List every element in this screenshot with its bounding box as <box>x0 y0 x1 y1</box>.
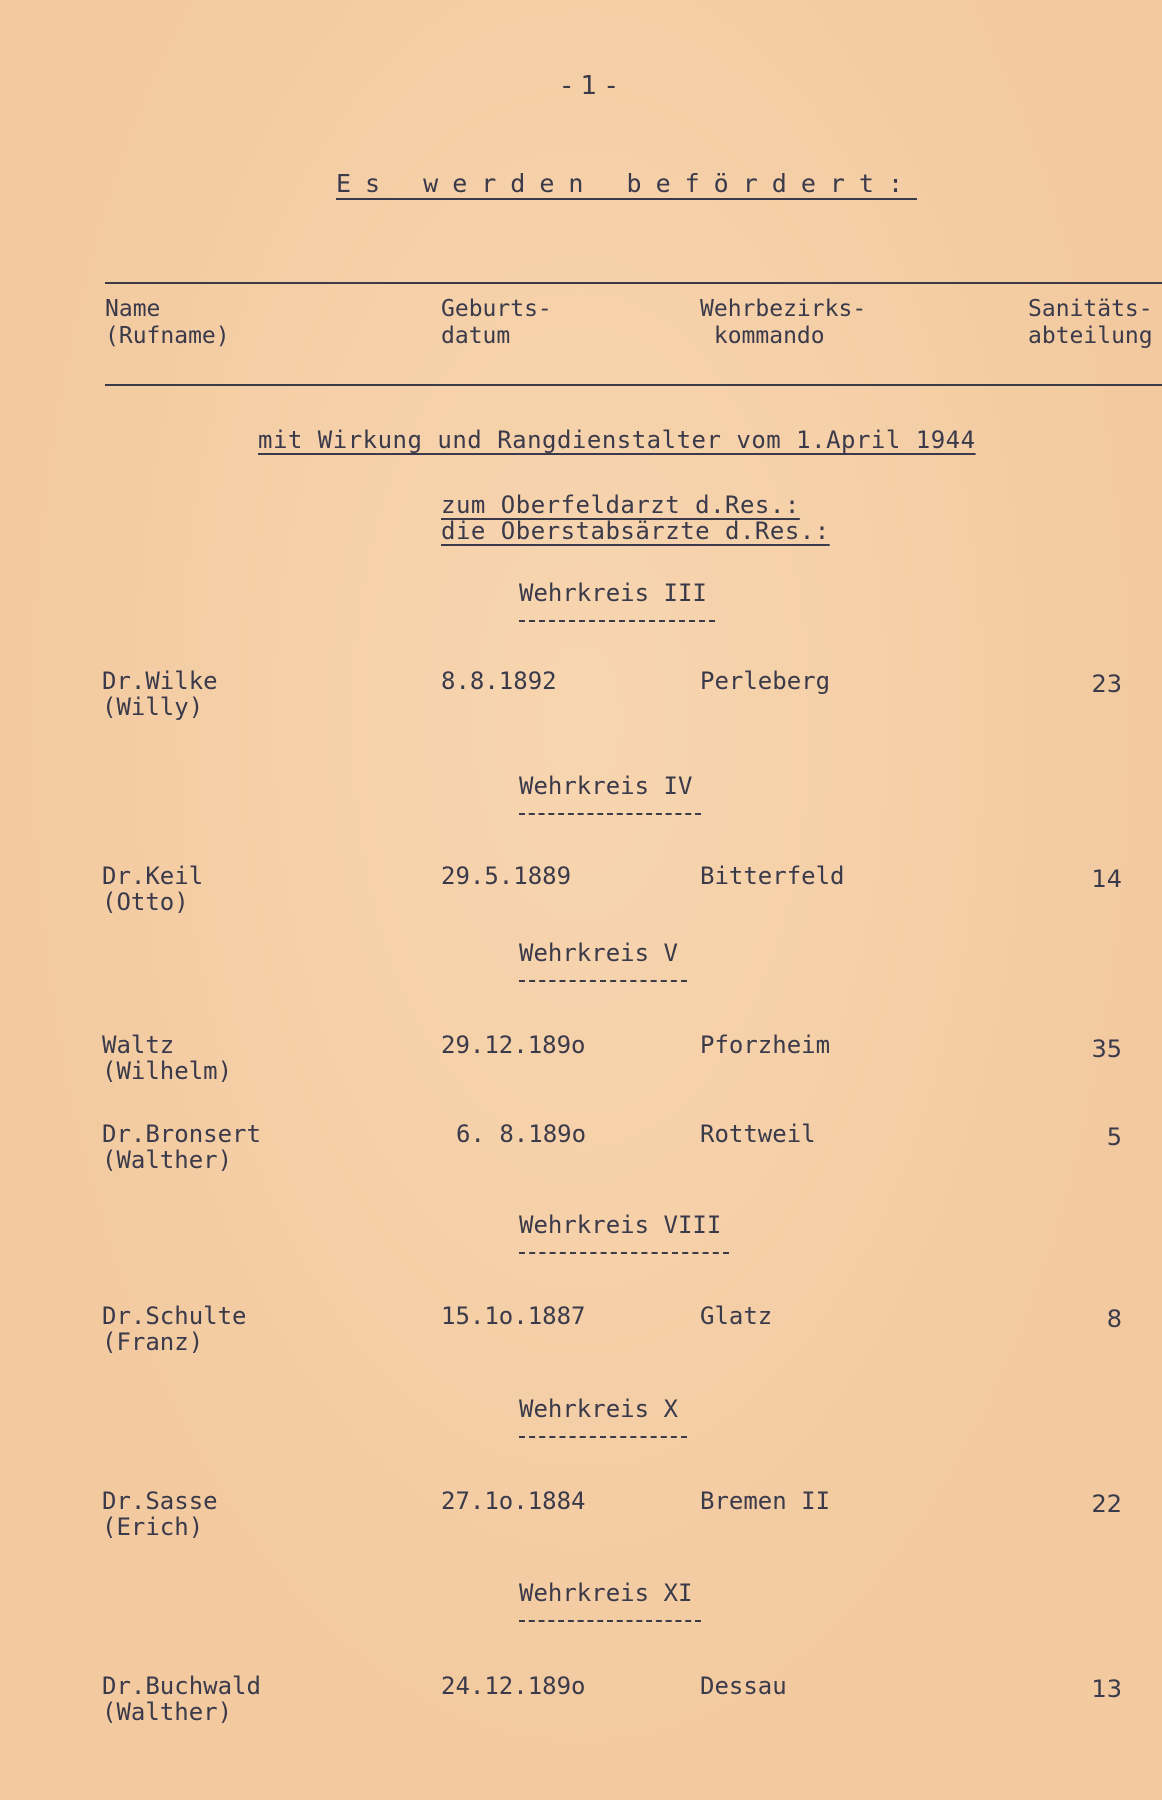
birth-date: 24.12.189o <box>441 1672 586 1700</box>
column-header-medical-unit: Sanitäts- abteilung <box>1028 296 1153 349</box>
birth-date: 6. 8.189o <box>456 1120 587 1148</box>
medical-unit-number: 35 <box>1091 1035 1122 1063</box>
district-command: Glatz <box>700 1302 773 1330</box>
page-number: - 1 - <box>562 71 617 101</box>
district-heading-dashes <box>519 980 687 982</box>
district-command: Rottweil <box>700 1120 816 1148</box>
medical-unit-number: 13 <box>1091 1675 1122 1703</box>
birth-date: 29.5.1889 <box>441 862 572 890</box>
person-name: Dr.Sasse (Erich) <box>102 1487 218 1541</box>
person-name: Waltz (Wilhelm) <box>102 1031 233 1085</box>
birth-date: 27.1o.1884 <box>441 1487 586 1515</box>
person-name: Dr.Keil (Otto) <box>102 862 204 916</box>
document-heading: Es werden befördert: <box>336 169 918 198</box>
district-command: Pforzheim <box>700 1031 831 1059</box>
medical-unit-number: 23 <box>1091 670 1122 698</box>
birth-date: 29.12.189o <box>441 1031 586 1059</box>
column-header-birthdate: Geburts- datum <box>441 296 552 349</box>
district-heading: Wehrkreis X <box>519 1395 678 1423</box>
medical-unit-number: 5 <box>1106 1123 1122 1151</box>
district-command: Bitterfeld <box>700 862 845 890</box>
district-heading-dashes <box>519 1436 687 1438</box>
column-header-name: Name (Rufname) <box>105 296 230 349</box>
district-heading: Wehrkreis XI <box>519 1579 693 1607</box>
district-heading: Wehrkreis V <box>519 939 678 967</box>
district-heading-dashes <box>519 1620 701 1622</box>
person-name: Dr.Bronsert (Walther) <box>102 1120 261 1174</box>
district-heading-dashes <box>519 620 715 622</box>
birth-date: 8.8.1892 <box>441 667 557 695</box>
effective-date-line: mit Wirkung und Rangdienstalter vom 1.April 1944 <box>258 426 976 454</box>
table-top-rule <box>105 282 1162 284</box>
district-heading: Wehrkreis IV <box>519 772 693 800</box>
district-heading: Wehrkreis VIII <box>519 1211 722 1239</box>
person-name: Dr.Wilke (Willy) <box>102 667 218 721</box>
table-header-bottom-rule <box>105 384 1162 386</box>
district-command: Perleberg <box>700 667 831 695</box>
district-heading: Wehrkreis III <box>519 579 707 607</box>
column-header-district-command: Wehrbezirks- kommando <box>700 296 867 349</box>
medical-unit-number: 14 <box>1091 865 1122 893</box>
district-heading-dashes <box>519 1252 729 1254</box>
district-command: Bremen II <box>700 1487 831 1515</box>
promotion-rank-line: zum Oberfeldarzt d.Res.: <box>441 491 800 519</box>
current-rank-line: die Oberstabsärzte d.Res.: <box>441 517 830 545</box>
medical-unit-number: 22 <box>1091 1490 1122 1518</box>
person-name: Dr.Buchwald (Walther) <box>102 1672 261 1726</box>
district-command: Dessau <box>700 1672 787 1700</box>
medical-unit-number: 8 <box>1106 1305 1122 1333</box>
person-name: Dr.Schulte (Franz) <box>102 1302 247 1356</box>
district-heading-dashes <box>519 813 701 815</box>
birth-date: 15.1o.1887 <box>441 1302 586 1330</box>
